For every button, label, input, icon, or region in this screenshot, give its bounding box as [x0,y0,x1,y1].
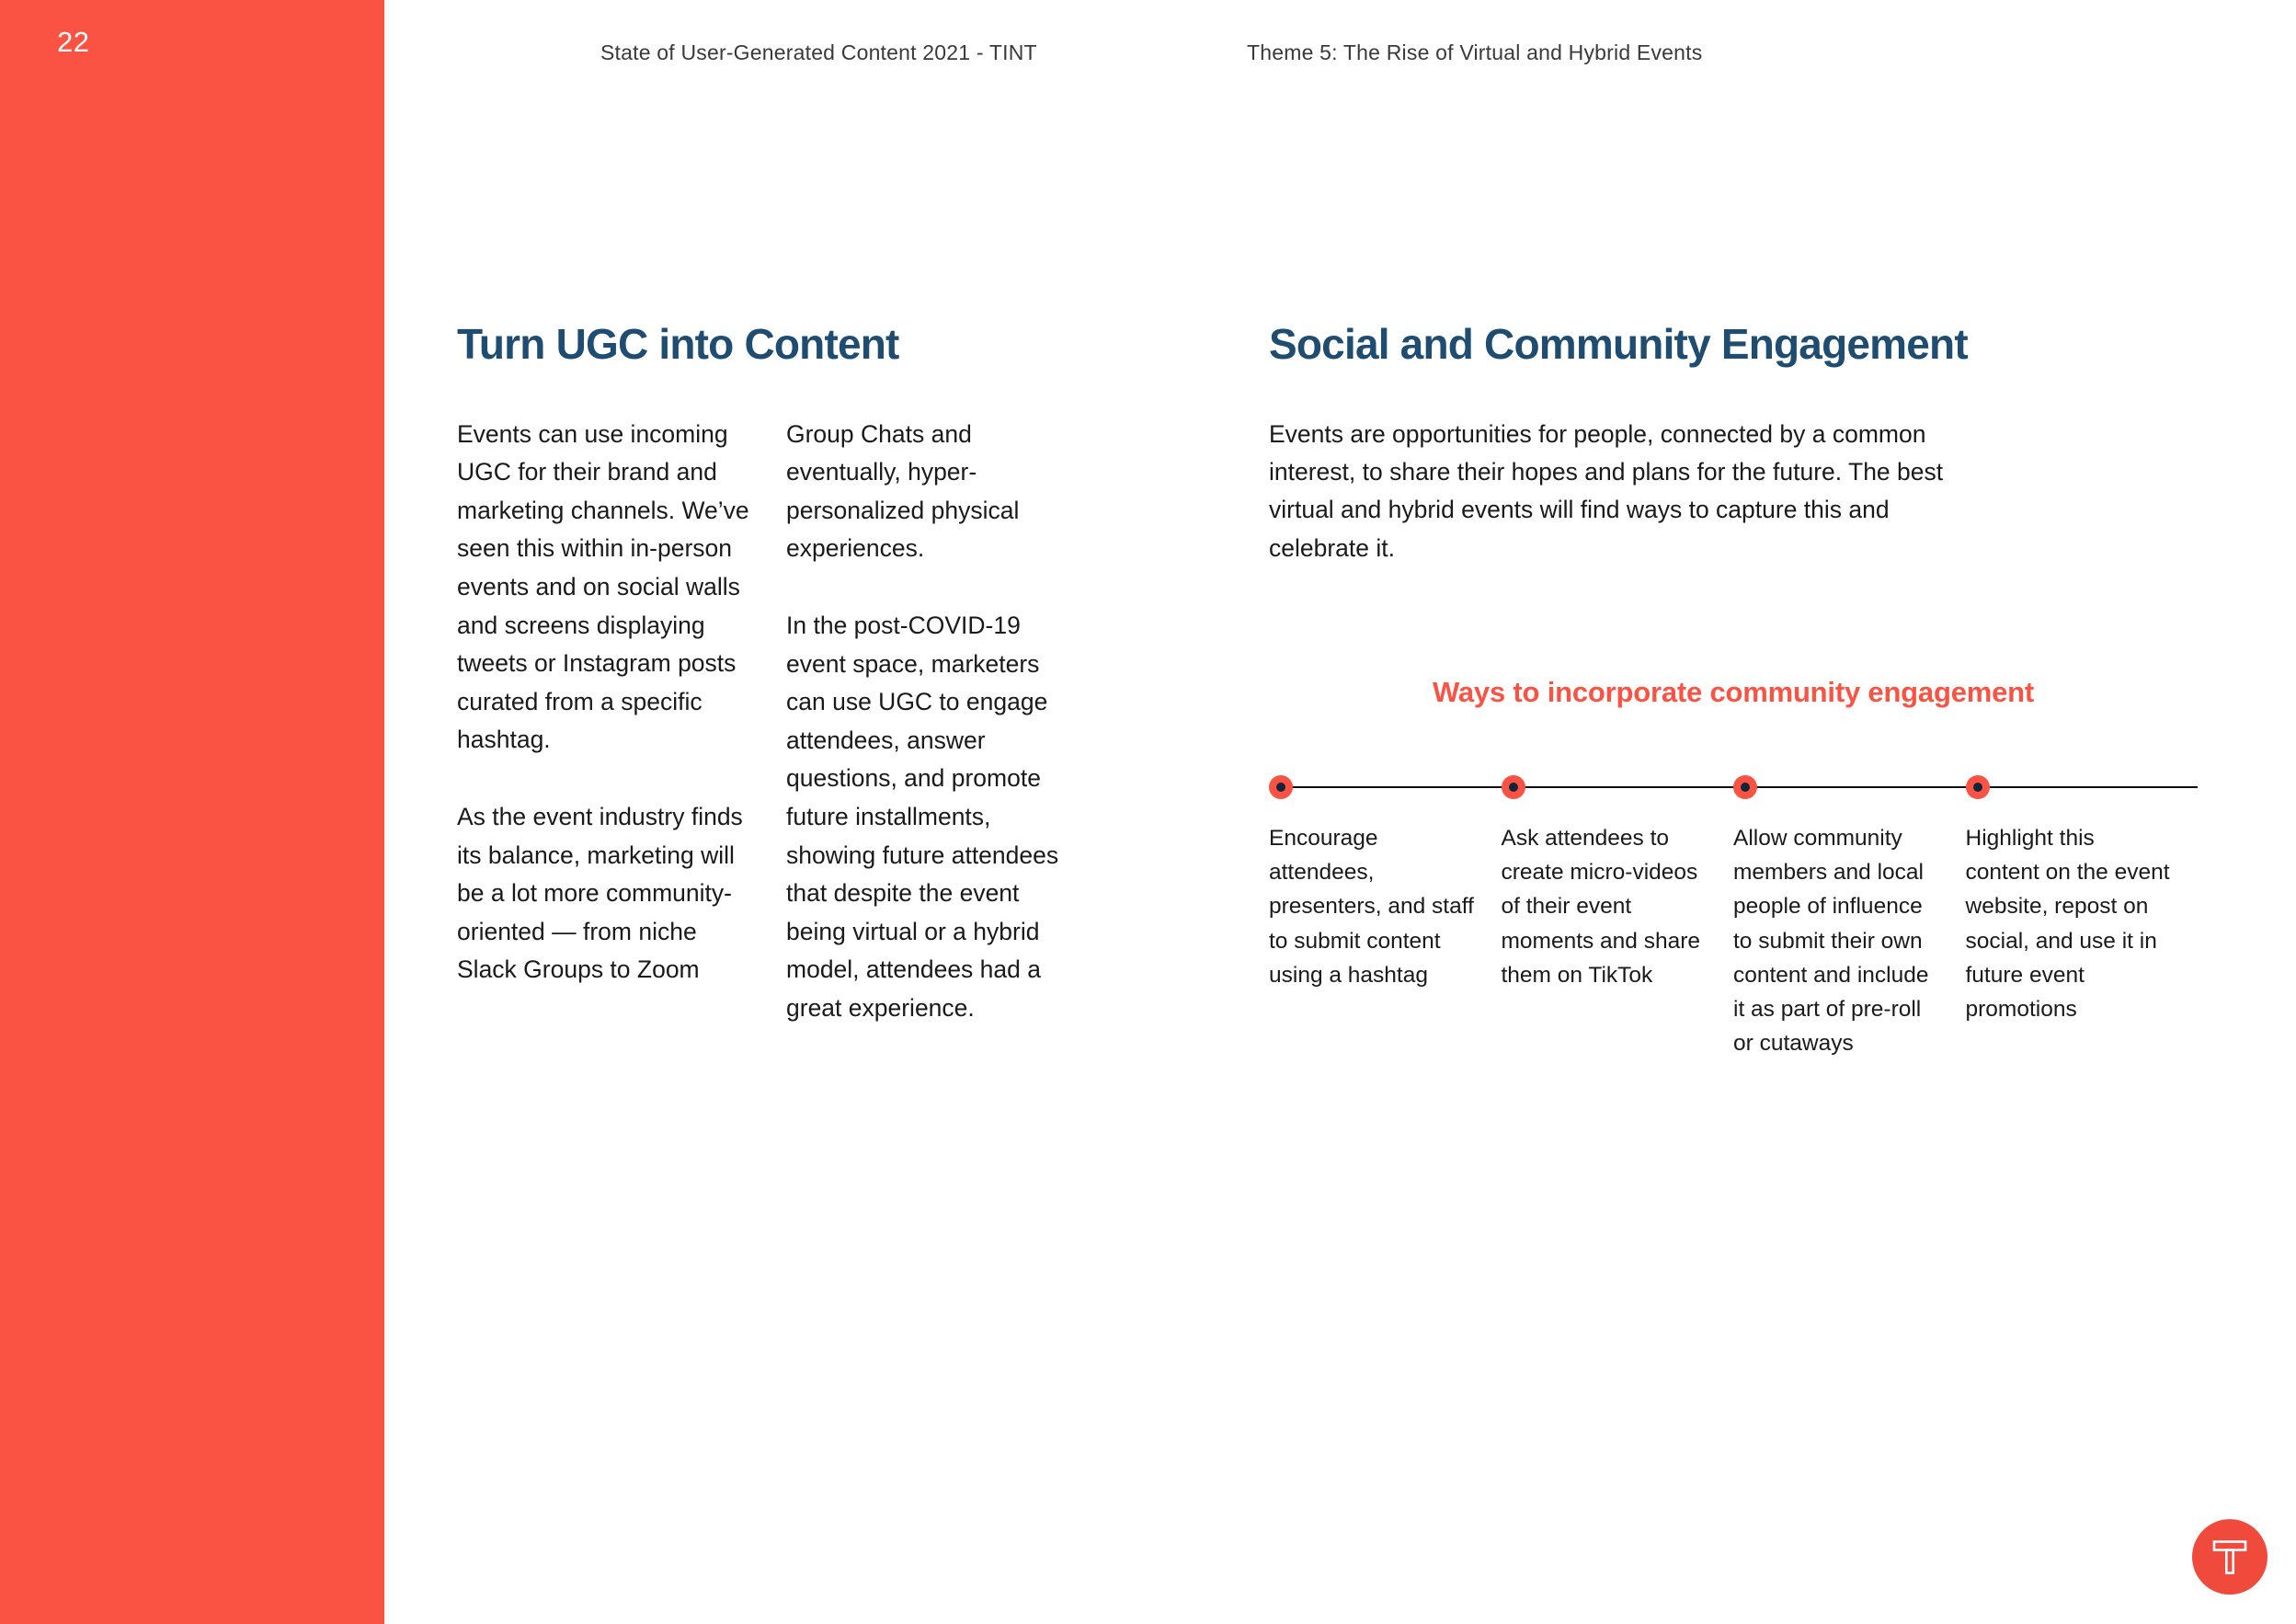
right-intro-paragraph: Events are opportunities for people, connected by a common interest, to share their hopes and plans for the future. The best virtual and hybrid events will find ways to capture this and celebrate it. [1269,419,1944,562]
timeline-item [1733,775,1966,1061]
ways-subheading: Ways to incorporate community engagement [1432,675,2035,708]
timeline-item-text: Allow community members and local people of influence to submit their own content and include it as part of pre-roll or cutaways [1733,825,1929,1057]
community-engagement-timeline [1269,775,2198,1061]
timeline-item-text: Highlight this content on the event website, repost on social, and use it in future event promotions [1965,825,2170,1023]
timeline-dot-icon [1733,775,1757,799]
timeline-item [1269,775,1502,1061]
timeline-dot-icon [1966,775,1990,799]
left-body-subcolumn-b [786,416,1082,1028]
tint-logo-badge [2192,1519,2267,1595]
timeline-item [1966,775,2199,1061]
timeline-dot-icon [1502,775,1525,799]
left-body-subcolumns [457,416,1229,1028]
paragraph: Group Chats and eventually, hyper-personalized physical experiences. [786,419,1020,563]
timeline-node-list [1269,775,2198,1061]
left-section-heading: Turn UGC into Content [457,320,899,368]
page-edge-accent-bar [0,0,384,1624]
right-article-column [1269,322,2207,1061]
timeline-dot-icon [1269,775,1293,799]
tint-t-icon [2192,1519,2267,1595]
timeline-item-text: Encourage attendees, presenters, and staff to submit content using a hashtag [1269,825,1474,988]
paragraph: In the post-COVID-19 event space, marketers can use UGC to engage attendees, answer questions, and promote future installments, showing future attendees that despite the event being virtual or a hybrid model, attendees had a great experience. [786,612,1059,1022]
timeline-item [1502,775,1734,1061]
left-article-column [457,322,1229,1028]
timeline-item-text: Ask attendees to create micro-videos of their event moments and share them on TikTok [1501,825,1701,988]
paragraph: Events can use incoming UGC for their brand and marketing channels. We’ve seen this within in-person events and on social walls and screens displaying tweets or Instagram posts curated from a specific hashtag. [457,419,749,754]
paragraph: As the event industry finds its balance, marketing will be a lot more community-oriented — from niche Slack Groups to Zoom [457,803,743,984]
page-number: 22 [57,26,90,58]
left-body-subcolumn-a [457,416,753,1028]
header-theme-title: Theme 5: The Rise of Virtual and Hybrid Events [1247,40,1703,64]
header-document-title: State of User-Generated Content 2021 - TINT [600,40,1037,64]
right-section-heading: Social and Community Engagement [1269,320,1968,368]
